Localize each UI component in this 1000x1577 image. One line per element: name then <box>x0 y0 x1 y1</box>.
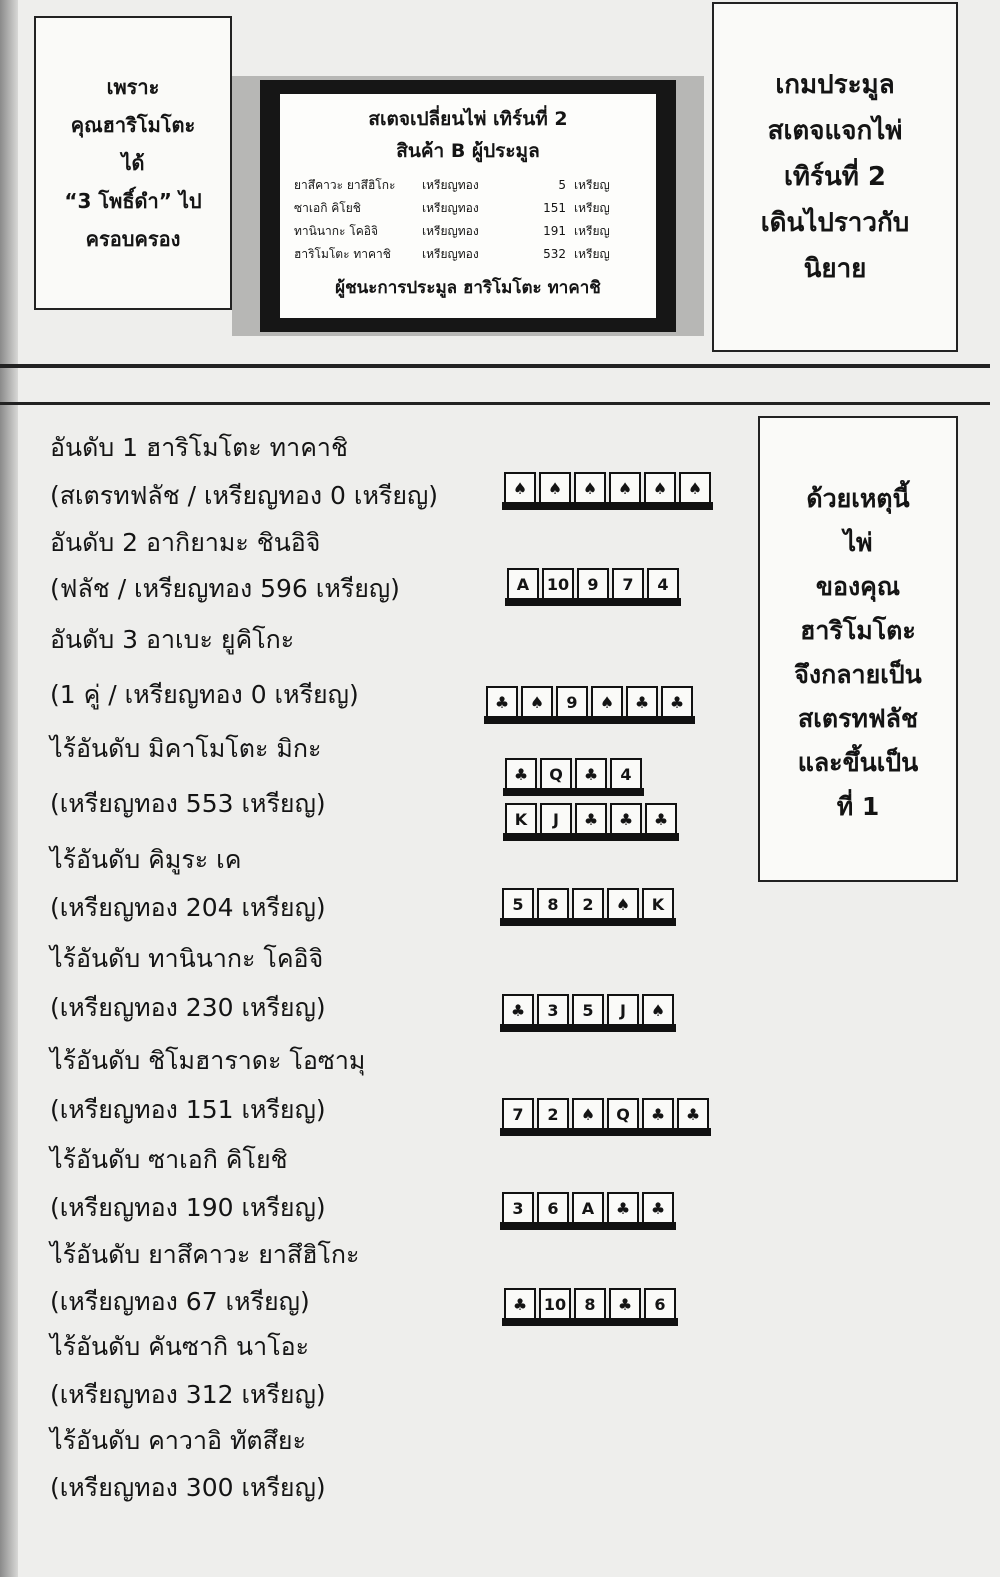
ranking-detail: (เหรียญทอง 553 เหรียญ) <box>50 789 326 818</box>
playing-card: ♣ <box>677 1098 709 1130</box>
currency-label: เหรียญทอง <box>422 201 479 215</box>
unit-label: เหรียญ <box>574 178 610 192</box>
playing-card: ♠ <box>504 472 536 504</box>
playing-card: ♣ <box>609 1288 641 1320</box>
playing-card: 6 <box>644 1288 676 1320</box>
ranking-detail: (เหรียญทอง 204 เหรียญ) <box>50 893 326 922</box>
caption-line: สเตจแจกไพ่ <box>767 116 903 146</box>
caption-line: “3 โพธิ์ดำ” ไป <box>64 189 202 213</box>
playing-card: 4 <box>647 568 679 600</box>
playing-card: ♠ <box>642 994 674 1026</box>
bid-amount: 532 <box>543 247 566 261</box>
playing-card: 4 <box>610 758 642 790</box>
caption-line: ของคุณ <box>815 572 901 601</box>
bid-amount: 5 <box>558 178 566 192</box>
scoreboard-screen-frame <box>232 76 704 336</box>
bidder-name: ยาสึคาวะ ยาสึฮิโกะ <box>294 178 396 192</box>
caption-line: สเตรทฟลัช <box>798 704 918 733</box>
ranking-detail: (เหรียญทอง 67 เหรียญ) <box>50 1287 310 1316</box>
playing-card: ♣ <box>645 803 677 835</box>
ranking-name: อันดับ 1 ฮาริโมโตะ ทาคาชิ <box>50 433 348 462</box>
caption-line: ที่ 1 <box>836 792 880 821</box>
ranking-detail: (ฟลัช / เหรียญทอง 596 เหรียญ) <box>50 574 400 603</box>
playing-card: Q <box>607 1098 639 1130</box>
ranking-detail: (เหรียญทอง 151 เหรียญ) <box>50 1095 326 1124</box>
caption-line: นิยาย <box>803 254 867 284</box>
playing-card: ♣ <box>505 758 537 790</box>
playing-card: ♠ <box>539 472 571 504</box>
ranking-name: ไร้อันดับ ยาสึคาวะ ยาสึฮิโกะ <box>50 1240 360 1269</box>
playing-card: 8 <box>574 1288 606 1320</box>
scoreboard-row <box>294 243 642 266</box>
card-hand <box>502 1288 678 1326</box>
ranking-name: ไร้อันดับ คาวาอิ ทัตสึยะ <box>50 1426 307 1455</box>
divider <box>0 364 990 368</box>
page-binding-shadow <box>0 0 18 1577</box>
playing-card: 7 <box>502 1098 534 1130</box>
playing-card: J <box>540 803 572 835</box>
bid-amount: 191 <box>543 224 566 238</box>
playing-card: 3 <box>537 994 569 1026</box>
unit-label: เหรียญ <box>574 201 610 215</box>
currency-label: เหรียญทอง <box>422 247 479 261</box>
playing-card: ♣ <box>486 686 518 718</box>
scoreboard-subtitle: สินค้า B ผู้ประมูล <box>396 140 540 162</box>
bidder-name: ซาเอกิ คิโยชิ <box>294 201 361 215</box>
card-hand <box>500 994 676 1032</box>
caption-line: ไพ่ <box>843 528 873 557</box>
playing-card: 2 <box>572 888 604 920</box>
playing-card: K <box>642 888 674 920</box>
playing-card: 10 <box>542 568 574 600</box>
scoreboard-title: สเตจเปลี่ยนไพ่ เทิร์นที่ 2 <box>368 108 568 130</box>
bidder-name: ทานินากะ โคอิจิ <box>294 224 379 238</box>
caption-line: ครอบครอง <box>85 227 181 251</box>
playing-card: 9 <box>556 686 588 718</box>
playing-card: ♣ <box>642 1098 674 1130</box>
ranking-name: อันดับ 3 อาเบะ ยูคิโกะ <box>50 625 295 654</box>
caption-box-right <box>712 2 958 352</box>
playing-card: ♣ <box>610 803 642 835</box>
playing-card: ♠ <box>607 888 639 920</box>
caption-line: เดินไปราวกับ <box>760 208 910 238</box>
card-hand <box>484 686 695 724</box>
card-hand <box>500 1098 711 1136</box>
ranking-detail: (เหรียญทอง 312 เหรียญ) <box>50 1380 326 1409</box>
unit-label: เหรียญ <box>574 247 610 261</box>
caption-line: เกมประมูล <box>775 70 895 100</box>
playing-card: ♠ <box>679 472 711 504</box>
playing-card: ♣ <box>661 686 693 718</box>
playing-card: ♣ <box>575 758 607 790</box>
playing-card: ♣ <box>502 994 534 1026</box>
ranking-name: อันดับ 2 อากิยามะ ชินอิจิ <box>50 528 321 557</box>
ranking-detail: (เหรียญทอง 190 เหรียญ) <box>50 1193 326 1222</box>
ranking-detail: (เหรียญทอง 300 เหรียญ) <box>50 1473 326 1502</box>
card-hand <box>500 888 676 926</box>
divider <box>0 402 990 405</box>
playing-card: 6 <box>537 1192 569 1224</box>
playing-card: K <box>505 803 537 835</box>
playing-card: ♣ <box>642 1192 674 1224</box>
ranking-name: ไร้อันดับ ชิโมฮาราดะ โอซามุ <box>50 1046 366 1075</box>
scoreboard-winner: ผู้ชนะการประมูล ฮาริโมโตะ ทาคาชิ <box>335 278 601 298</box>
caption-line: และขึ้นเป็น <box>797 748 919 777</box>
caption-line: ได้ <box>121 151 145 175</box>
playing-card: A <box>507 568 539 600</box>
ranking-detail: (สเตรทฟลัช / เหรียญทอง 0 เหรียญ) <box>50 481 439 510</box>
caption-line: ฮาริโมโตะ <box>800 616 916 645</box>
scoreboard <box>280 94 656 318</box>
playing-card: ♠ <box>572 1098 604 1130</box>
playing-card: 8 <box>537 888 569 920</box>
bid-amount: 151 <box>543 201 566 215</box>
ranking-name: ไร้อันดับ คิมูระ เค <box>50 845 242 874</box>
playing-card: 5 <box>502 888 534 920</box>
playing-card: ♠ <box>591 686 623 718</box>
ranking-name: ไร้อันดับ ซาเอกิ คิโยชิ <box>50 1145 288 1174</box>
card-hand <box>503 803 679 841</box>
playing-card: ♠ <box>609 472 641 504</box>
playing-card: ♠ <box>521 686 553 718</box>
playing-card: A <box>572 1192 604 1224</box>
card-hand <box>500 1192 676 1230</box>
caption-box-left <box>34 16 232 310</box>
caption-line: ด้วยเหตุนี้ <box>806 484 910 513</box>
caption-line: คุณฮาริโมโตะ <box>70 113 196 137</box>
playing-card: ♣ <box>504 1288 536 1320</box>
ranking-name: ไร้อันดับ มิคาโมโตะ มิกะ <box>50 734 322 763</box>
ranking-name: ไร้อันดับ คันซากิ นาโอะ <box>50 1332 310 1361</box>
playing-card: ♠ <box>574 472 606 504</box>
playing-card: ♣ <box>575 803 607 835</box>
playing-card: 10 <box>539 1288 571 1320</box>
playing-card: ♣ <box>607 1192 639 1224</box>
caption-line: เทิร์นที่ 2 <box>783 162 887 192</box>
currency-label: เหรียญทอง <box>422 224 479 238</box>
playing-card: 3 <box>502 1192 534 1224</box>
currency-label: เหรียญทอง <box>422 178 479 192</box>
playing-card: Q <box>540 758 572 790</box>
scoreboard-row <box>294 220 642 243</box>
scoreboard-row <box>294 197 642 220</box>
caption-box-side <box>758 416 958 882</box>
bidder-name: ฮาริโมโตะ ทาคาชิ <box>294 247 391 261</box>
playing-card: ♠ <box>644 472 676 504</box>
ranking-detail: (1 คู่ / เหรียญทอง 0 เหรียญ) <box>50 680 359 709</box>
ranking-name: ไร้อันดับ ทานินากะ โคอิจิ <box>50 944 324 973</box>
caption-line: จึงกลายเป็น <box>794 660 922 689</box>
card-hand <box>503 758 644 796</box>
playing-card: ♣ <box>626 686 658 718</box>
card-hand <box>502 472 713 510</box>
playing-card: J <box>607 994 639 1026</box>
scoreboard-row <box>294 174 642 197</box>
caption-line: เพราะ <box>106 75 160 99</box>
playing-card: 9 <box>577 568 609 600</box>
card-hand <box>505 568 681 606</box>
playing-card: 7 <box>612 568 644 600</box>
playing-card: 5 <box>572 994 604 1026</box>
playing-card: 2 <box>537 1098 569 1130</box>
unit-label: เหรียญ <box>574 224 610 238</box>
ranking-detail: (เหรียญทอง 230 เหรียญ) <box>50 993 326 1022</box>
